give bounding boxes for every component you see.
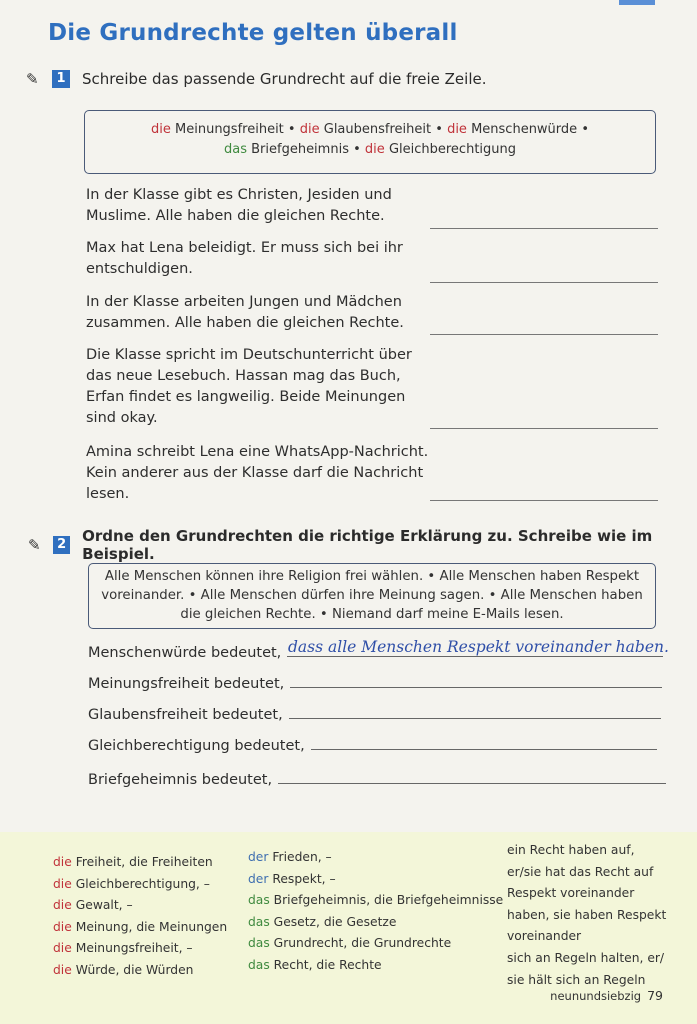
vocab-entry: [53, 895, 227, 917]
sentence-line: Kein anderer aus der Klasse darf die Nachricht: [86, 465, 424, 481]
vocab-phrase: sich an Regeln halten, er/: [507, 950, 665, 965]
pencil-icon: ✎: [28, 536, 41, 554]
word-article: die: [447, 122, 467, 137]
answer-line[interactable]: [430, 282, 658, 283]
word-box: [84, 110, 656, 174]
task-instruction: Ordne den Grundrechten die richtige Erklärung zu. Schreibe wie im Beispiel.: [82, 527, 653, 563]
vocab-column: [248, 847, 503, 977]
page-footer: [550, 988, 663, 1003]
vocab-article: das: [248, 893, 270, 908]
sentence-line: Muslime. Alle haben die gleichen Rechte.: [86, 208, 385, 224]
definition-row: [88, 772, 666, 788]
sentence-line: Max hat Lena beleidigt. Er muss sich bei ihr: [86, 240, 403, 256]
page-title: Die Grundrechte gelten überall: [48, 20, 458, 46]
vocab-phrase: Respekt voreinander: [507, 886, 635, 901]
sentence-line: In der Klasse gibt es Christen, Jesiden und: [86, 187, 392, 203]
vocab-entry: [53, 938, 227, 960]
vocab-entry: [248, 869, 503, 891]
pencil-icon: ✎: [26, 70, 39, 88]
vocab-article: das: [248, 914, 270, 929]
sentence-line: Erfan findet es langweilig. Beide Meinungen: [86, 389, 406, 405]
exercise-sentence: [86, 185, 392, 227]
vocab-entry: [248, 847, 503, 869]
vocab-word: Freiheit, die Freiheiten: [75, 855, 213, 869]
vocab-entry: [248, 955, 503, 977]
word-item: Briefgeheimnis: [251, 142, 349, 157]
task-1-header: [26, 70, 487, 88]
vocab-article: die: [53, 919, 72, 934]
vocab-article: der: [248, 850, 269, 864]
task-instruction: Schreibe das passende Grundrecht auf die freie Zeile.: [82, 70, 487, 88]
vocab-article: die: [53, 876, 72, 891]
sentence-line: Amina schreibt Lena eine WhatsApp-Nachricht.: [86, 444, 429, 460]
exercise-sentence: [86, 292, 404, 334]
vocab-word: Gesetz, die Gesetze: [273, 914, 397, 929]
separator: •: [287, 122, 296, 137]
explanation-box: [88, 563, 656, 629]
word-article: die: [299, 122, 320, 137]
word-article: die: [364, 142, 385, 157]
definition-row: [88, 738, 657, 754]
definition-label: Gleichberechtigung bedeutet,: [88, 738, 305, 754]
explanation-line: voreinander. • Alle Menschen dürfen ihre Meinung sagen. • Alle Menschen haben: [101, 588, 643, 603]
task-2-header: [28, 527, 697, 563]
vocab-phrase: voreinander: [507, 929, 582, 944]
vocab-phrase: sie hält sich an Regeln: [507, 972, 646, 987]
sentence-line: lesen.: [86, 486, 130, 502]
word-article: die: [151, 122, 171, 137]
definition-row: [88, 676, 662, 692]
vocab-column: [53, 852, 227, 982]
vocab-article: die: [53, 962, 72, 977]
vocab-word: Briefgeheimnis, die Briefgeheimnisse: [273, 893, 504, 908]
vocab-word: Würde, die Würden: [75, 962, 194, 977]
definition-label: Glaubensfreiheit bedeutet,: [88, 707, 283, 723]
word-item: Gleichberechtigung: [388, 142, 517, 157]
corner-tab: [619, 0, 655, 5]
vocab-word: Meinungsfreiheit, –: [75, 941, 193, 956]
vocab-entry: [248, 933, 503, 955]
definition-label: Briefgeheimnis bedeutet,: [88, 772, 273, 788]
word-item: Menschenwürde: [471, 122, 578, 137]
answer-line[interactable]: [311, 749, 657, 750]
answer-line[interactable]: [290, 687, 662, 688]
vocab-phrase: haben, sie haben Respekt: [507, 907, 667, 922]
vocab-entry: [53, 874, 227, 896]
task-number-badge: 2: [53, 536, 70, 554]
answer-line[interactable]: [430, 500, 658, 501]
vocab-entry: [53, 852, 227, 874]
vocab-word: Respekt, –: [272, 871, 336, 886]
vocab-entry: [248, 890, 503, 912]
vocab-article: die: [53, 898, 72, 913]
word-box-line: [85, 120, 655, 140]
word-box-line: [85, 140, 655, 160]
vocab-article: die: [53, 941, 72, 956]
vocab-entry: [248, 912, 503, 934]
sentence-line: Die Klasse spricht im Deutschunterricht über: [86, 347, 412, 363]
vocab-word: Recht, die Rechte: [273, 957, 382, 972]
sentence-line: das neue Lesebuch. Hassan mag das Buch,: [86, 368, 401, 384]
exercise-sentence: [86, 442, 428, 505]
definition-label: Meinungsfreiheit bedeutet,: [88, 676, 285, 692]
vocab-phrase: er/sie hat das Recht auf: [507, 864, 654, 879]
vocab-word: Gewalt, –: [75, 898, 133, 913]
vocab-entry: [53, 917, 227, 939]
answer-line[interactable]: [287, 656, 663, 657]
definition-row: [88, 707, 661, 723]
separator: •: [581, 122, 589, 137]
vocab-entry: [53, 960, 227, 982]
vocab-word: Gleichberechtigung, –: [75, 876, 210, 891]
vocab-phrase: ein Recht haben auf,: [507, 843, 635, 857]
vocab-word: Frieden, –: [272, 850, 332, 864]
exercise-sentence: [86, 238, 403, 280]
page-number: 79: [647, 988, 663, 1003]
vocab-article: der: [248, 871, 269, 886]
definition-label: Menschenwürde bedeutet,: [88, 645, 282, 661]
explanation-line: Alle Menschen können ihre Religion frei wählen. • Alle Menschen haben Respekt: [104, 569, 640, 584]
word-item: Meinungsfreiheit: [175, 122, 284, 137]
exercise-sentence: [86, 345, 412, 429]
sentence-line: zusammen. Alle haben die gleichen Rechte.: [86, 315, 404, 331]
word-item: Glaubensfreiheit: [323, 122, 432, 137]
answer-line[interactable]: [289, 718, 661, 719]
answer-line[interactable]: [430, 428, 658, 429]
page-number-word: neunundsiebzig: [550, 989, 642, 1003]
sentence-line: sind okay.: [86, 410, 158, 426]
vocab-article: die: [53, 855, 72, 869]
example-answer: dass alle Menschen Respekt voreinander haben.: [288, 638, 669, 656]
vocab-column: [507, 840, 666, 991]
task-number-badge: 1: [52, 70, 70, 88]
vocab-word: Meinung, die Meinungen: [75, 919, 228, 934]
answer-line[interactable]: [278, 783, 666, 784]
sentence-line: entschuldigen.: [86, 261, 193, 277]
vocab-word: Grundrecht, die Grundrechte: [273, 936, 452, 951]
answer-line[interactable]: [430, 334, 658, 335]
explanation-line: die gleichen Rechte. • Niemand darf meine E-Mails lesen.: [180, 607, 564, 622]
vocab-article: das: [248, 957, 270, 972]
word-article: das: [223, 142, 247, 157]
answer-line[interactable]: [430, 228, 658, 229]
separator: •: [353, 142, 361, 157]
sentence-line: In der Klasse arbeiten Jungen und Mädchen: [86, 294, 402, 310]
separator: •: [435, 122, 443, 137]
vocab-article: das: [248, 936, 270, 951]
